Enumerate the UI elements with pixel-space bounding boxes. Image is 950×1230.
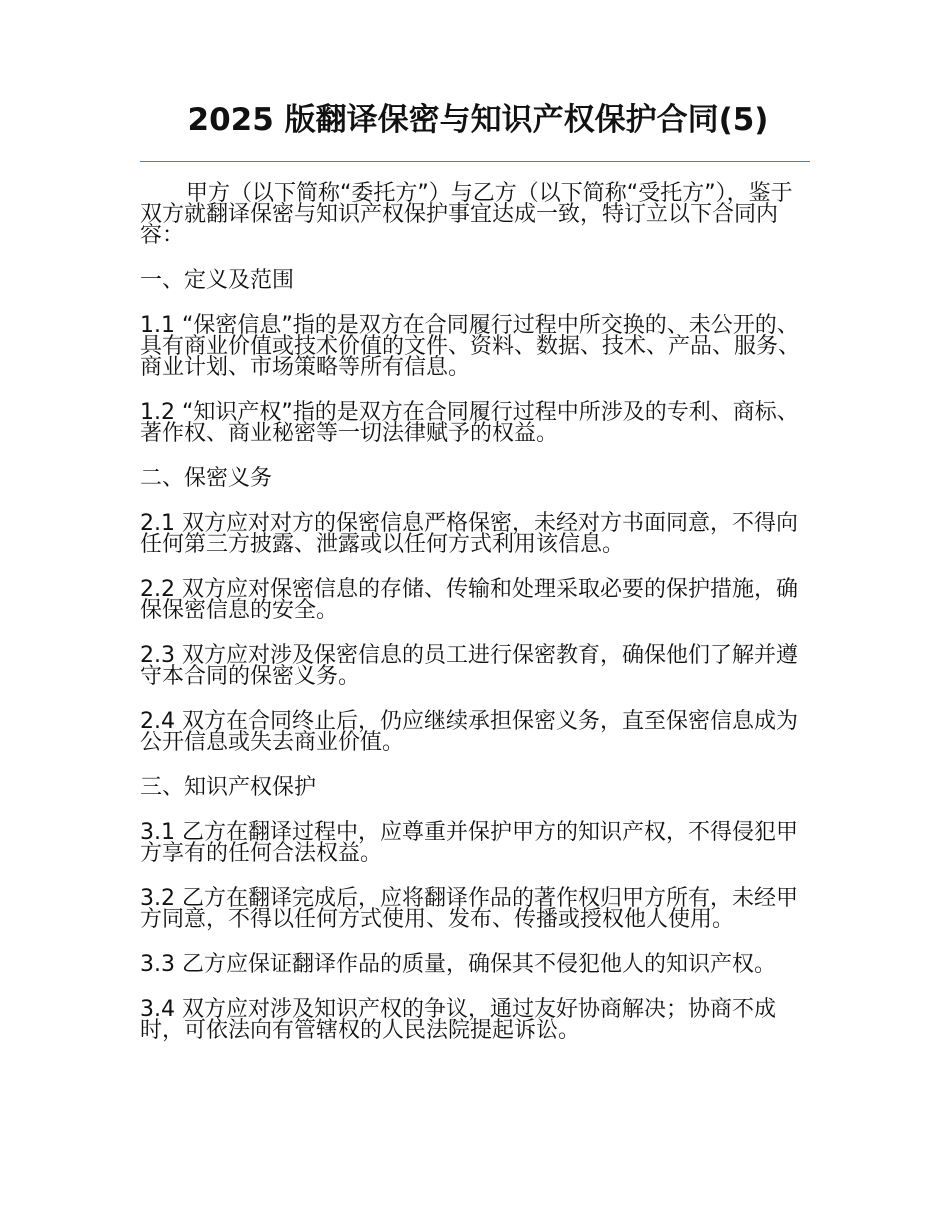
clause-2-4: 2.4 双方在合同终止后，仍应继续承担保密义务，直至保密信息成为公开信息或失去商业价值。 [140, 709, 798, 755]
clause-3-4: 3.4 双方应对涉及知识产权的争议，通过友好协商解决；协商不成时，可依法向有管辖权的人民法院提起诉讼。 [140, 997, 776, 1043]
clause-1-2: 1.2 “知识产权”指的是双方在合同履行过程中所涉及的专利、商标、著作权、商业秘密等一切法律赋予的权益。 [140, 400, 799, 446]
clause-2-1: 2.1 双方应对对方的保密信息严格保密，未经对方书面同意，不得向任何第三方披露、泄露或以任何方式利用该信息。 [140, 511, 798, 557]
document-body [140, 183, 810, 1065]
clause-3-2: 3.2 乙方在翻译完成后，应将翻译作品的著作权归甲方所有，未经甲方同意，不得以任何方式使用、发布、传播或授权他人使用。 [140, 886, 798, 932]
clause-1-1: 1.1 “保密信息”指的是双方在合同履行过程中所交换的、未公开的、具有商业价值或技术价值的文件、资料、数据、技术、产品、服务、商业计划、市场策略等所有信息。 [140, 313, 801, 380]
section-heading-definitions: 一、定义及范围 [140, 268, 295, 293]
title-divider [140, 161, 810, 162]
clause-2-3: 2.3 双方应对涉及保密信息的员工进行保密教育，确保他们了解并遵守本合同的保密义务。 [140, 643, 798, 689]
clause-3-1: 3.1 乙方在翻译过程中，应尊重并保护甲方的知识产权，不得侵犯甲方享有的任何合法权益。 [140, 820, 798, 866]
document-title: 2025 版翻译保密与知识产权保护合同(5) [187, 102, 769, 138]
clause-2-2: 2.2 双方应对保密信息的存储、传输和处理采取必要的保护措施，确保保密信息的安全。 [140, 577, 798, 623]
intro-paragraph: 甲方（以下简称“委托方”）与乙方（以下简称“受托方”），鉴于双方就翻译保密与知识产权保护事宜达成一致，特订立以下合同内容： [140, 181, 793, 248]
clause-3-3: 3.3 乙方应保证翻译作品的质量，确保其不侵犯他人的知识产权。 [140, 952, 776, 977]
section-heading-ip-protection: 三、知识产权保护 [140, 775, 317, 800]
section-heading-confidentiality: 二、保密义务 [140, 466, 273, 491]
